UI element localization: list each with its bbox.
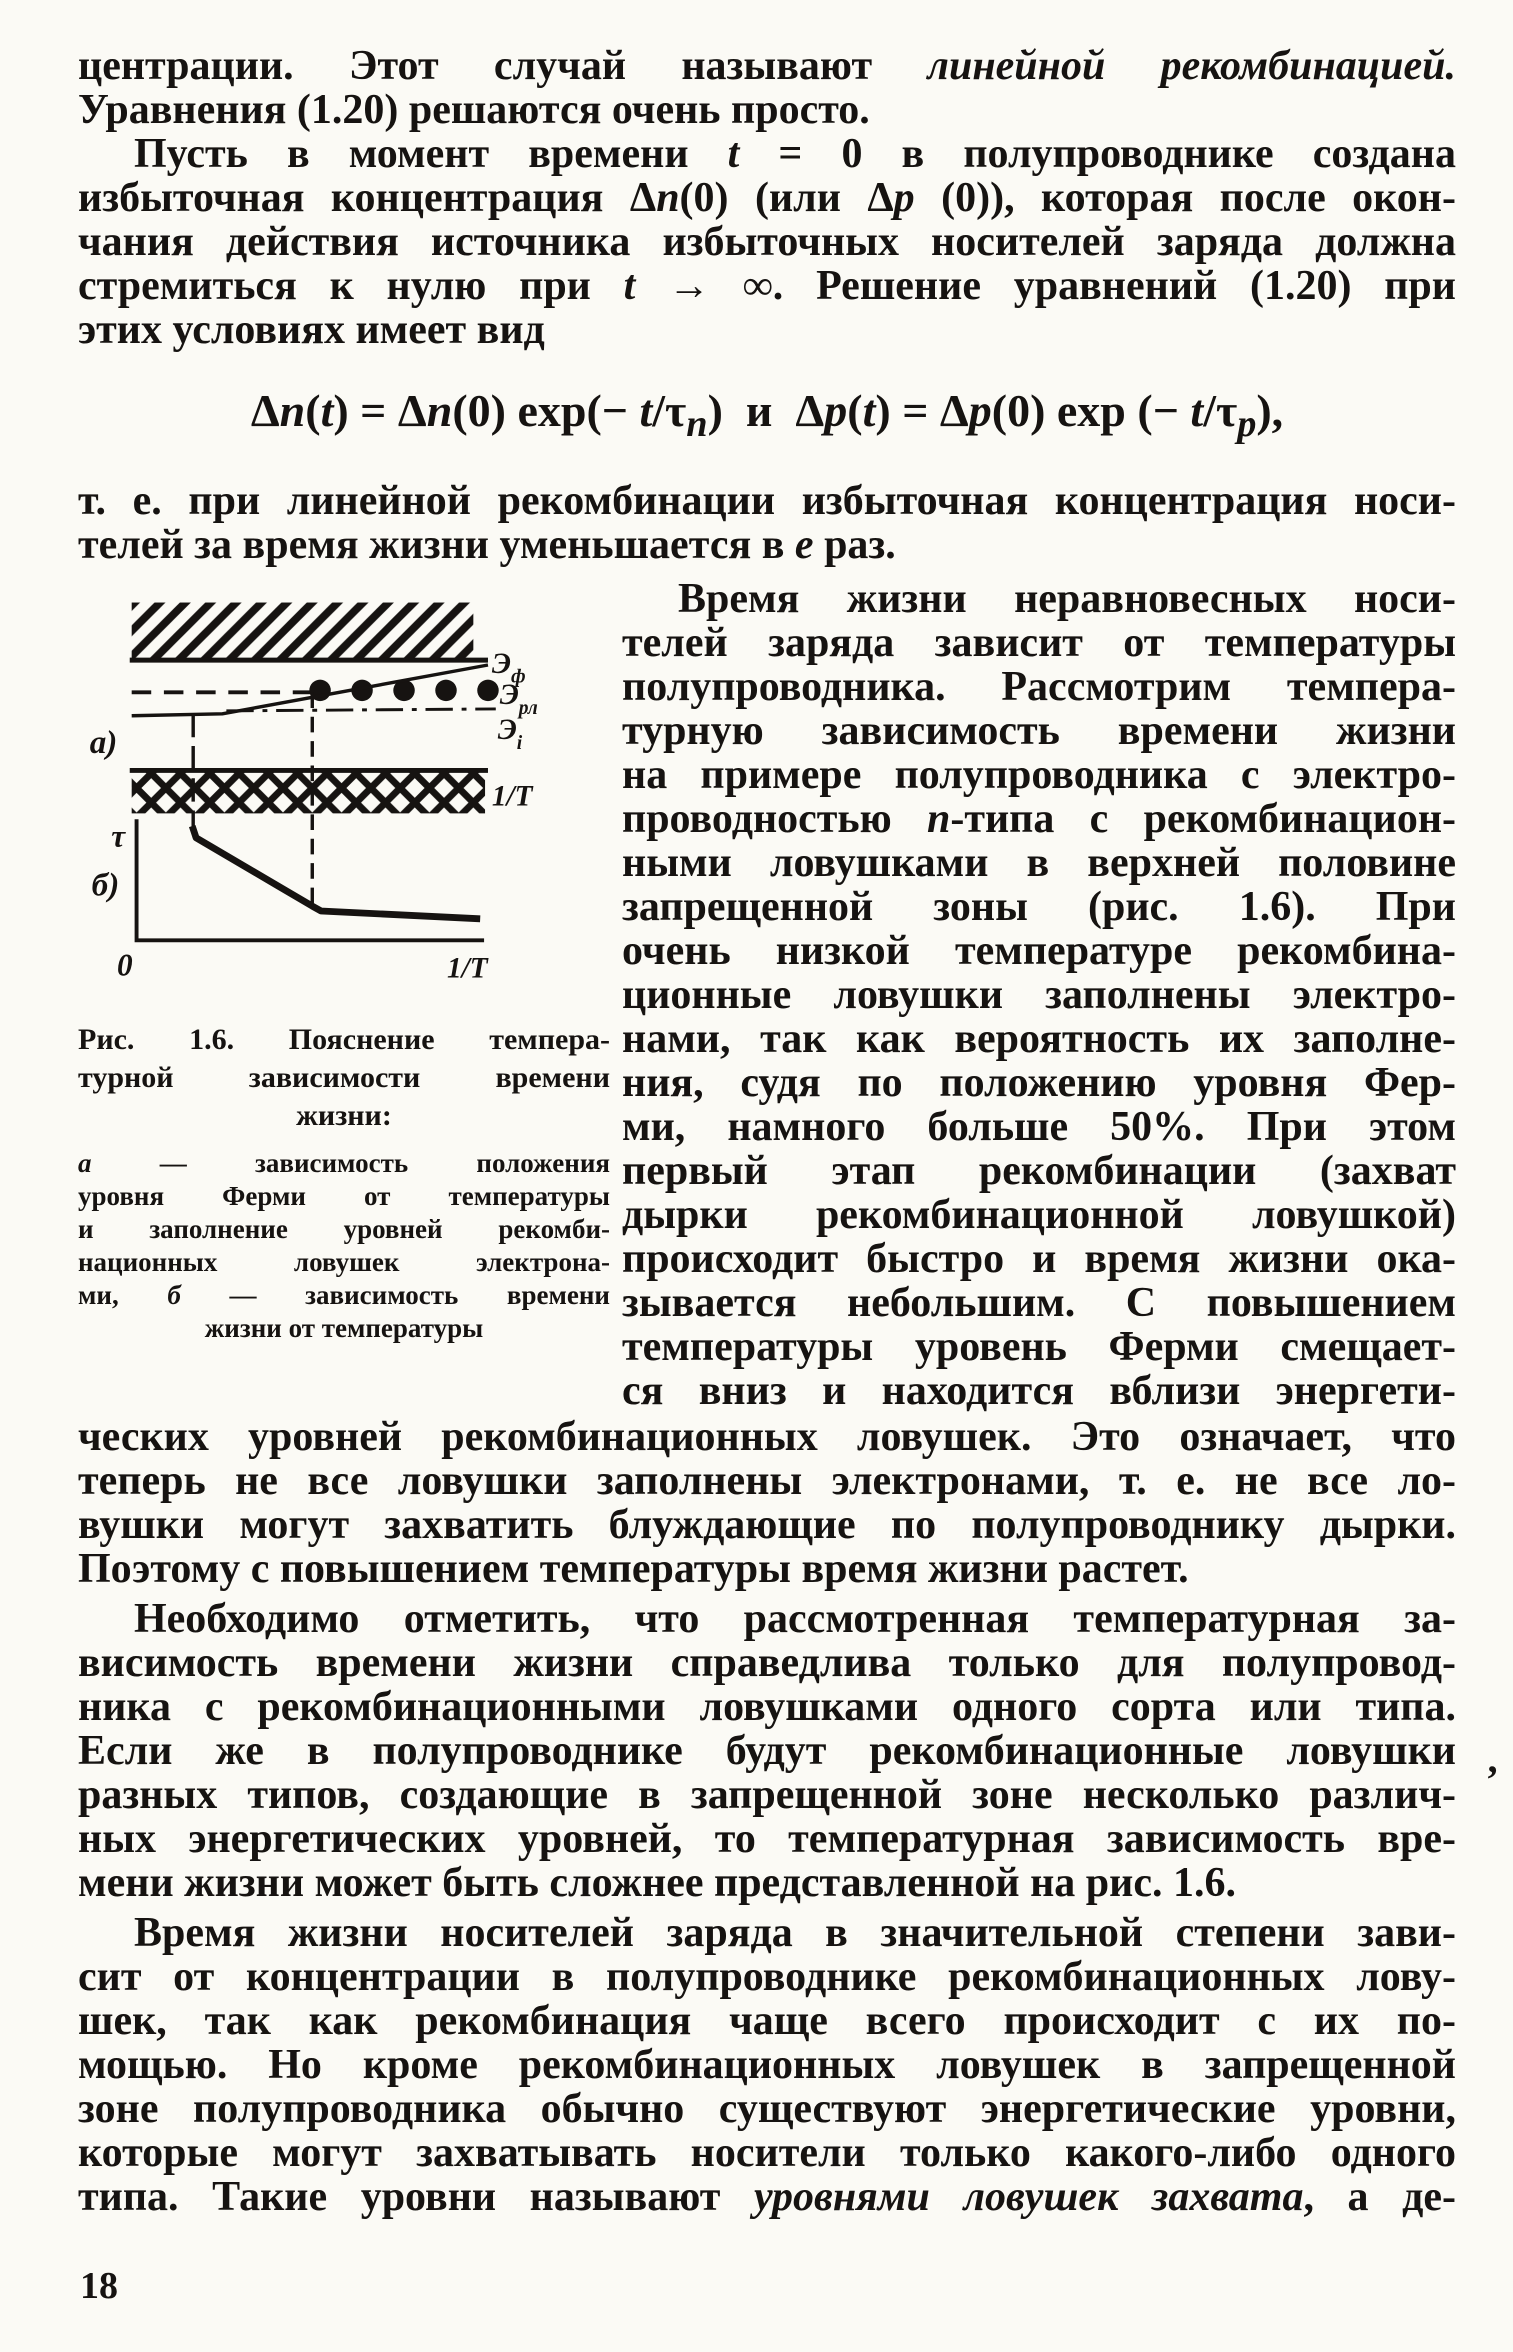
text-line: избыточная концентрация Δn(0) (или Δp (0)), которая после окон-	[78, 175, 1456, 221]
right-text-column	[622, 577, 1456, 1413]
text-line: разных типов, создающие в запрещенной зоне несколько различ-	[78, 1772, 1456, 1819]
text-line: Пусть в момент времени t = 0 в полупроводнике создана	[134, 131, 1456, 177]
text-line: температуры уровень Ферми смещает-	[622, 1324, 1456, 1371]
fermi-level-label: $Э_ф$	[491, 648, 526, 688]
paragraph-continuation	[78, 1415, 1456, 1591]
text-line: мощью. Но кроме рекомбинационных ловушек в запрещенной	[78, 2042, 1456, 2089]
text-line: Поэтому с повышением температуры время жизни растет.	[78, 1546, 1189, 1593]
text-line: ционные ловушки заполнены электро-	[622, 972, 1456, 1019]
text-line: полупроводника. Рассмотрим темпера-	[622, 664, 1456, 711]
text-line: ми, намного больше 50%. При этом	[622, 1104, 1456, 1151]
text-line: висимость времени жизни справедлива только для полупровод-	[78, 1640, 1456, 1687]
text-line: телей за время жизни уменьшается в e раз.	[78, 522, 896, 569]
panel-b-label: б)	[91, 866, 120, 904]
electron-dots	[309, 680, 498, 701]
text-line: вушки могут захватить блуждающие по полупроводнику дырки.	[78, 1502, 1456, 1549]
trap-level-label: $Э_{рл}$	[499, 679, 538, 720]
figure-column	[78, 577, 610, 1413]
text-line: этих условиях имеет вид	[78, 307, 545, 353]
text-line: очень низкой температуре рекомбина-	[622, 928, 1456, 975]
text-line: ми, б — зависимость времени	[78, 1280, 610, 1311]
text-line: Время жизни неравновесных носи-	[678, 576, 1456, 623]
paragraph-initial-conditions	[78, 132, 1456, 352]
paragraph-single-trap-type	[78, 1597, 1456, 1905]
text-line: Рис. 1.6. Пояснение темпера-	[78, 1023, 610, 1057]
text-line: сит от концентрации в полупроводнике рекомбинационных лову-	[78, 1954, 1456, 2001]
text-line: запрещенной зоны (рис. 1.6). При	[622, 884, 1456, 931]
band-diagram-figure	[78, 583, 610, 993]
conduction-band-hatch	[132, 603, 474, 659]
text-line: чания действия источника избыточных носителей заряда должна	[78, 219, 1456, 265]
text-line: типа. Такие уровни называют уровнями ловушек захвата, а де-	[78, 2174, 1456, 2221]
electron-dot	[477, 680, 498, 701]
text-line: ными ловушками в верхней половине	[622, 840, 1456, 887]
text-line: турную зависимость времени жизни	[622, 708, 1456, 755]
text-line: зывается небольшим. С повышением	[622, 1280, 1456, 1327]
intrinsic-level-label: $Э_i$	[497, 714, 523, 755]
text-line: жизни от температуры	[204, 1313, 484, 1344]
lifetime-curve	[192, 826, 480, 919]
inverse-temperature-label-b: 1/Т	[446, 952, 488, 985]
valence-band-hatch	[132, 773, 485, 814]
text-line: зоне полупроводника обычно существуют энергетические уровни,	[78, 2086, 1456, 2133]
text-line: ся вниз и находится вблизи энергети-	[622, 1368, 1456, 1415]
text-line: и заполнение уровней рекомби-	[78, 1214, 610, 1245]
figure-caption-title	[78, 1021, 610, 1135]
text-line: дырки рекомбинационной ловушкой)	[622, 1192, 1456, 1239]
text-line: т. е. при линейной рекомбинации избыточная концентрация носи-	[78, 478, 1456, 525]
inverse-temperature-label-a: 1/Т	[491, 780, 533, 813]
intrinsic-level-line	[226, 709, 495, 711]
paragraph-linear-recombination	[78, 44, 1456, 132]
panel-a-label: а)	[89, 724, 118, 762]
text-line: происходит быстро и время жизни ока-	[622, 1236, 1456, 1283]
origin-label: 0	[117, 947, 133, 983]
text-line: Уравнения (1.20) решаются очень просто.	[78, 87, 870, 133]
paragraph-e-times	[78, 479, 1456, 567]
text-line: а — зависимость положения	[78, 1148, 610, 1179]
text-line: Необходимо отметить, что рассмотренная температурная за-	[134, 1596, 1456, 1643]
text-line: Если же в полупроводнике будут рекомбинационные ловушки	[78, 1728, 1456, 1775]
text-line: ных энергетических уровней, то температурная зависимость вре-	[78, 1816, 1456, 1863]
scan-artifact-mark: ’	[1485, 1757, 1499, 1802]
text-line: Время жизни носителей заряда в значительной степени зави-	[134, 1910, 1456, 1957]
text-line: стремиться к нулю при t → ∞. Решение уравнений (1.20) при	[78, 263, 1456, 309]
text-line: телей заряда зависит от температуры	[622, 620, 1456, 667]
electron-dot	[435, 680, 456, 701]
text-line: национных ловушек электрона-	[78, 1247, 610, 1278]
tau-axes	[137, 819, 485, 940]
text-line: теперь не все ловушки заполнены электронами, т. е. не все ло-	[78, 1458, 1456, 1505]
text-line: шек, так как рекомбинация чаще всего происходит с их по-	[78, 1998, 1456, 2045]
decay-equation: Δn(t) = Δn(0) $\exp(- t/\tau_n)$ и Δp(t) = Δp(0) exp (− $t/\tau_p$),	[250, 385, 1284, 446]
text-line: центрации. Этот случай называют линейной рекомбинацией.	[78, 43, 1456, 89]
text-line: ческих уровней рекомбинационных ловушек. Это означает, что	[78, 1414, 1456, 1461]
figure-and-text-row	[78, 577, 1456, 1413]
figure-caption-detail	[78, 1147, 610, 1345]
text-line: мени жизни может быть сложнее представленной на рис. 1.6.	[78, 1860, 1236, 1907]
text-line: турной зависимости времени	[78, 1061, 610, 1095]
text-line: первый этап рекомбинации (захват	[622, 1148, 1456, 1195]
text-line: ния, судя по положению уровня Фер-	[622, 1060, 1456, 1107]
text-line: нами, так как вероятность их заполне-	[622, 1016, 1456, 1063]
text-line: проводностью n-типа с рекомбинацион-	[622, 796, 1457, 843]
tau-axis-label: τ	[111, 818, 126, 854]
text-line: ника с рекомбинационными ловушками одного сорта или типа.	[78, 1684, 1456, 1731]
text-line: которые могут захватывать носители только какого-либо одного	[78, 2130, 1456, 2177]
page-number: 18	[80, 2265, 118, 2307]
paragraph-trap-concentration	[78, 1911, 1456, 2219]
text-line: на примере полупроводника с электро-	[622, 752, 1456, 799]
text-line: жизни:	[296, 1099, 392, 1133]
text-line: уровня Ферми от температуры	[78, 1181, 610, 1212]
